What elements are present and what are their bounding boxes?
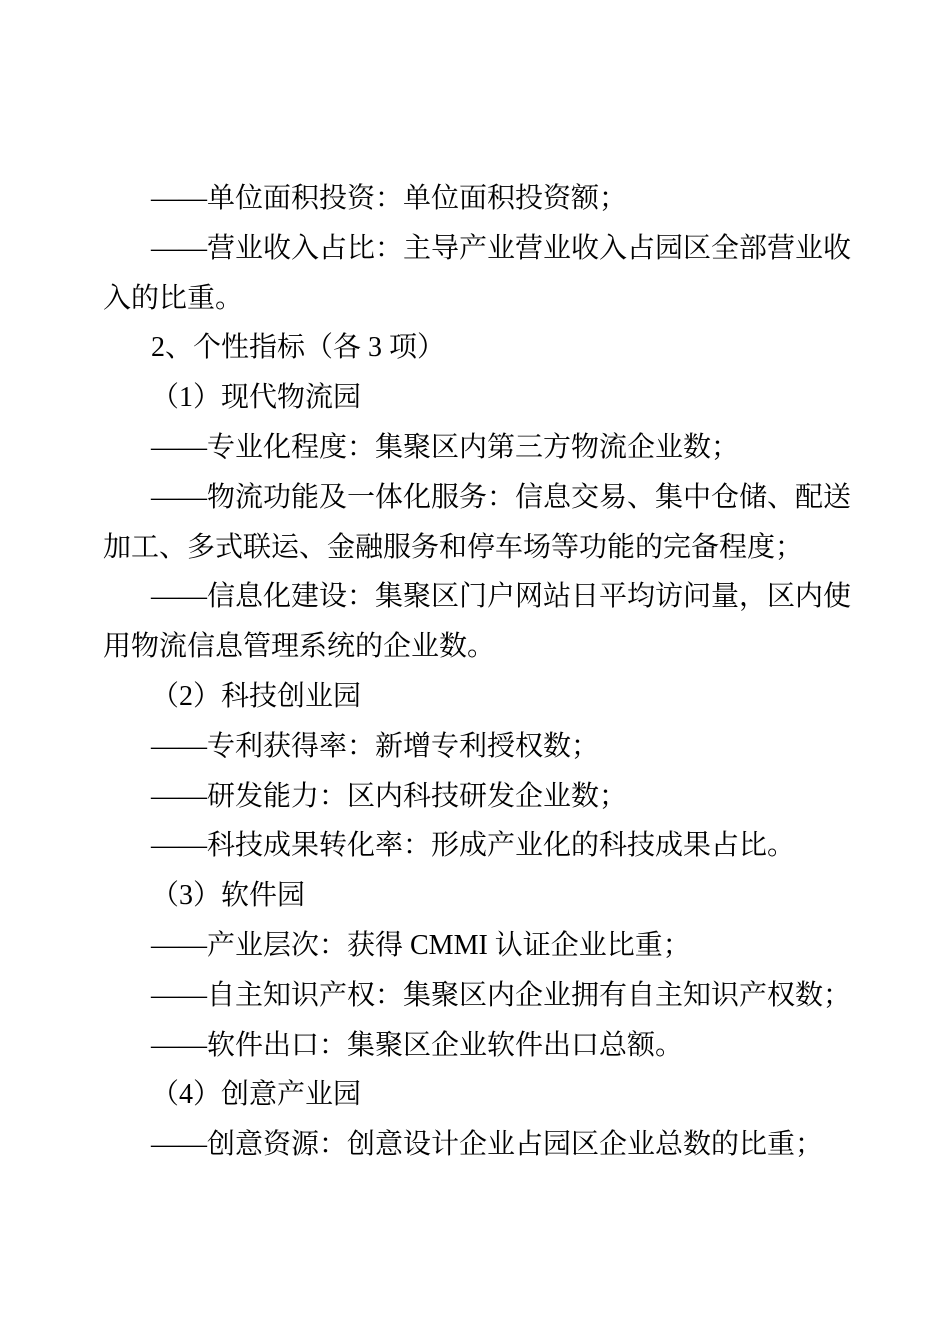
- text-line: （3）软件园: [151, 880, 306, 912]
- text-line: （4）创意产业园: [151, 1079, 362, 1111]
- text-line: ——专业化程度：集聚区内第三方物流企业数；: [151, 431, 740, 463]
- text-line: ——创意资源：创意设计企业占园区企业总数的比重；: [151, 1129, 824, 1161]
- text-line: 2、个性指标（各 3 项）: [151, 332, 446, 364]
- text-line: 用物流信息管理系统的企业数。: [103, 631, 496, 663]
- text-line: ——自主知识产权：集聚区内企业拥有自主知识产权数；: [151, 979, 852, 1011]
- text-line: ——营业收入占比：主导产业营业收入占园区全部营业收: [151, 232, 852, 264]
- text-line: （2）科技创业园: [151, 680, 362, 712]
- text-line: ——单位面积投资：单位面积投资额；: [151, 183, 628, 214]
- text-line: ——信息化建设：集聚区门户网站日平均访问量，区内使: [151, 581, 852, 613]
- text-line: 入的比重。: [103, 282, 244, 314]
- text-line: 加工、多式联运、金融服务和停车场等功能的完备程度；: [103, 531, 804, 563]
- text-line: （1）现代物流园: [151, 382, 362, 414]
- text-line: ——物流功能及一体化服务：信息交易、集中仓储、配送: [151, 481, 852, 513]
- text-line: ——产业层次：获得 CMMI 认证企业比重；: [151, 929, 691, 961]
- text-line: ——专利获得率：新增专利授权数；: [151, 730, 600, 762]
- text-line: ——软件出口：集聚区企业软件出口总额。: [151, 1029, 684, 1061]
- text-line: ——研发能力：区内科技研发企业数；: [151, 780, 628, 812]
- text-line: ——科技成果转化率：形成产业化的科技成果占比。: [151, 830, 796, 862]
